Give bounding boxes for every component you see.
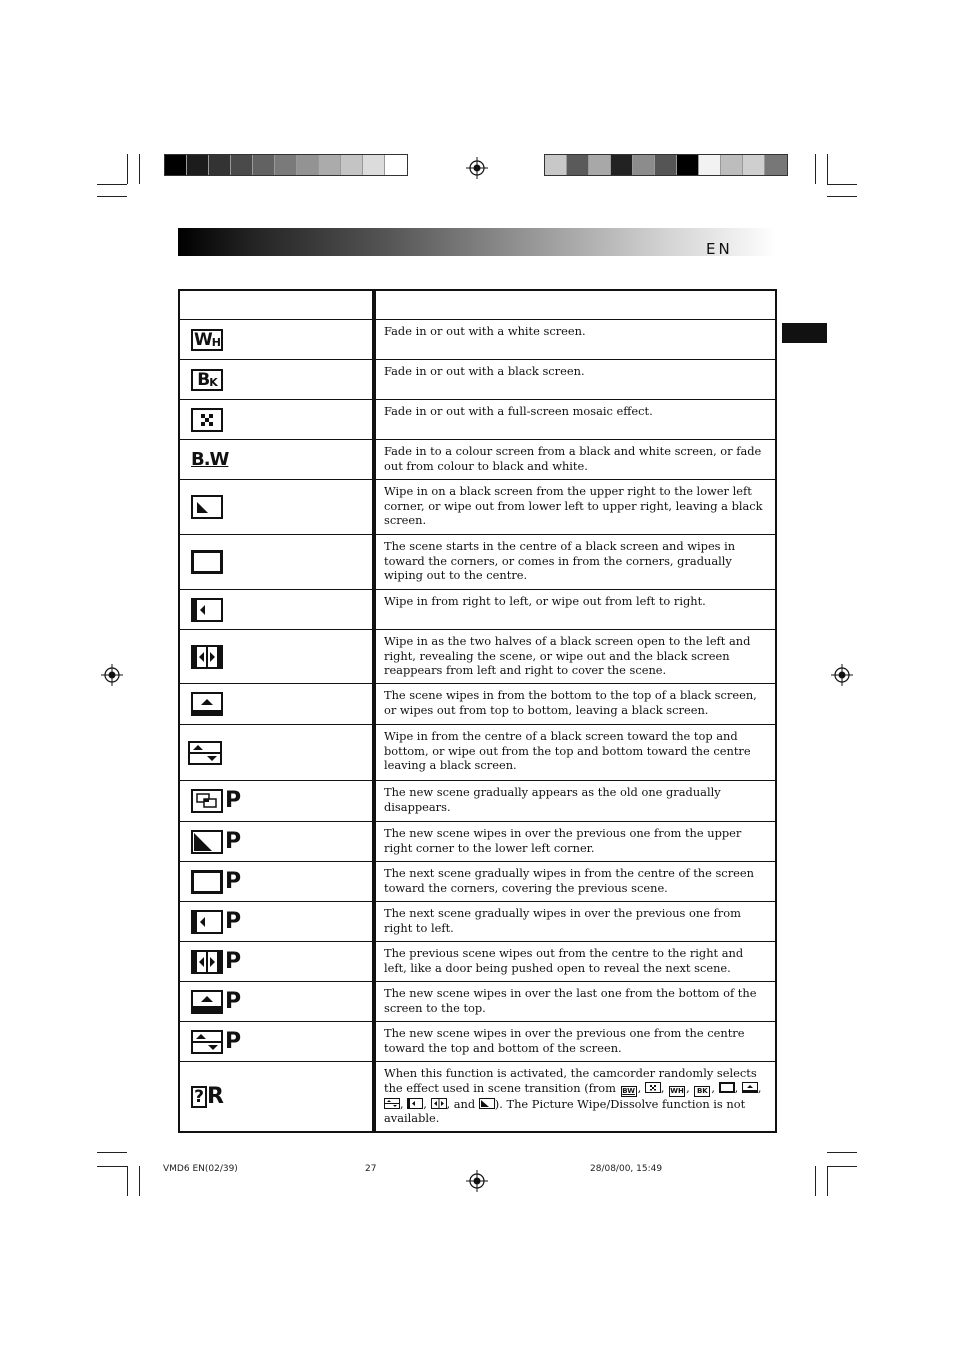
dissolve-icon <box>191 789 223 813</box>
effect-description: The scene starts in the centre of a black screen and wipes in toward the corners, or comes in from the corners, gradually wiping out to the centre. <box>384 539 736 582</box>
slide-wipe-icon <box>191 598 223 622</box>
crop-mark <box>139 154 140 184</box>
table-row <box>180 821 775 861</box>
effect-description: Wipe in as the two halves of a black screen open to the left and right, revealing the scene, or wipe out and the black screen reappears from left and right to cover the scene. <box>384 634 751 677</box>
effect-description: Wipe in on a black screen from the upper right to the lower left corner, or wipe out from lower left to upper right, leaving a black screen. <box>384 484 763 527</box>
table-row <box>180 941 775 981</box>
footer-timestamp: 28/08/00, 15:49 <box>590 1164 663 1174</box>
color-swatch <box>275 155 297 175</box>
crop-mark <box>827 184 857 185</box>
crop-mark <box>815 154 816 184</box>
table-row <box>180 629 775 683</box>
window-wipe-mini-icon <box>719 1082 735 1093</box>
shutter-wipe-icon <box>188 741 222 765</box>
color-swatch <box>165 155 187 175</box>
effect-description: When this function is activated, the camcorder randomly selects the effect used in scene transition (from BW , , WH , BK , , , , , , and ). The Picture Wipe/Dissolve function is not available. <box>384 1066 762 1125</box>
table-row <box>180 901 775 941</box>
language-label: EN <box>706 240 733 258</box>
color-swatch <box>209 155 231 175</box>
table-row <box>180 359 775 399</box>
black-fade-icon: B K <box>191 369 223 391</box>
crop-mark <box>827 196 857 197</box>
scroll-wipe-icon <box>191 692 223 716</box>
color-swatch <box>765 155 787 175</box>
table-row <box>180 861 775 901</box>
registration-mark-icon <box>831 664 853 686</box>
effect-description: The new scene wipes in over the previous one from the upper right corner to the lower left corner. <box>384 826 742 855</box>
effect-description: The next scene gradually wipes in over the previous one from right to left. <box>384 906 741 935</box>
color-swatch <box>297 155 319 175</box>
table-row <box>180 1021 775 1061</box>
table-row <box>180 981 775 1021</box>
shutter-wipe-mini-icon <box>384 1098 400 1109</box>
side-tab-marker <box>782 323 827 343</box>
effect-description: The new scene wipes in over the previous one from the centre toward the top and bottom of the screen. <box>384 1026 745 1055</box>
picture-letter: P <box>225 828 242 854</box>
corner-picture-wipe-icon <box>191 830 223 854</box>
picture-letter: P <box>225 1028 242 1054</box>
effect-description: The scene wipes in from the bottom to the top of a black screen, or wipes out from top to bottom, leaving a black screen. <box>384 688 757 717</box>
table-row <box>180 780 775 821</box>
color-swatch <box>567 155 589 175</box>
picture-letter: P <box>225 788 242 813</box>
color-swatch <box>743 155 765 175</box>
fade-wipe-effects-table <box>178 289 777 1133</box>
color-swatch <box>677 155 699 175</box>
table-row <box>180 439 775 479</box>
effect-description: Wipe in from right to left, or wipe out from left to right. <box>384 594 706 608</box>
question-mark-box: ? <box>191 1086 207 1108</box>
color-calibration-strip-right <box>544 154 788 176</box>
mosaic-fade-icon <box>191 408 223 432</box>
corner-wipe-icon <box>191 495 223 519</box>
corner-wipe-mini-icon <box>479 1098 495 1109</box>
table-row <box>180 724 775 780</box>
table-row <box>180 683 775 724</box>
footer-page-number: 27 <box>365 1164 377 1174</box>
color-swatch <box>363 155 385 175</box>
picture-letter: P <box>225 988 242 1014</box>
effect-description: Fade in or out with a full-screen mosaic effect. <box>384 404 653 418</box>
color-calibration-strip-left <box>164 154 408 176</box>
color-swatch <box>253 155 275 175</box>
effect-description: Wipe in from the centre of a black screen toward the top and bottom, or wipe out from the top and bottom toward the centre leaving a black screen. <box>384 729 751 772</box>
picture-letter: P <box>225 908 242 934</box>
color-swatch <box>385 155 407 175</box>
crop-mark <box>97 1152 127 1153</box>
color-swatch <box>319 155 341 175</box>
effect-description: Fade in or out with a white screen. <box>384 324 586 338</box>
color-swatch <box>699 155 721 175</box>
color-swatch <box>545 155 567 175</box>
table-row <box>180 399 775 439</box>
effect-description: Fade in or out with a black screen. <box>384 364 585 378</box>
registration-mark-icon <box>466 1170 488 1192</box>
registration-mark-icon <box>101 664 123 686</box>
window-picture-wipe-icon <box>191 870 223 894</box>
registration-mark-icon <box>466 157 488 179</box>
color-swatch <box>611 155 633 175</box>
color-swatch <box>721 155 743 175</box>
header-cell-left <box>180 291 376 319</box>
crop-mark <box>815 1166 816 1196</box>
color-swatch <box>231 155 253 175</box>
color-swatch <box>341 155 363 175</box>
crop-mark <box>827 154 828 184</box>
white-fade-mini-icon: WH <box>670 1086 684 1095</box>
header-cell-right <box>376 291 775 319</box>
black-fade-mini-icon: BK <box>694 1086 710 1097</box>
effect-description: The new scene wipes in over the last one from the bottom of the screen to the top. <box>384 986 757 1015</box>
color-swatch <box>633 155 655 175</box>
bw-fade-icon: B.W <box>191 449 229 470</box>
crop-mark <box>139 1166 140 1196</box>
header-gradient-bar <box>178 228 776 256</box>
crop-mark <box>97 184 127 185</box>
crop-mark <box>127 154 128 184</box>
crop-mark <box>827 1166 857 1167</box>
color-swatch <box>589 155 611 175</box>
door-wipe-mini-icon <box>431 1098 447 1109</box>
slide-picture-wipe-icon <box>191 910 223 934</box>
color-swatch <box>655 155 677 175</box>
slide-wipe-mini-icon <box>407 1098 423 1109</box>
crop-mark <box>97 196 127 197</box>
crop-mark <box>127 1166 128 1196</box>
shutter-picture-wipe-icon <box>191 1030 223 1054</box>
effect-description: The next scene gradually wipes in from the centre of the screen toward the corners, covering the previous scene. <box>384 866 754 895</box>
picture-letter: P <box>225 868 242 894</box>
picture-letter: P <box>225 948 242 974</box>
scroll-wipe-mini-icon <box>742 1082 758 1093</box>
table-row <box>180 319 775 359</box>
effect-description: The new scene gradually appears as the old one gradually disappears. <box>384 785 721 814</box>
white-fade-icon: W H <box>191 329 223 351</box>
effect-description: Fade in to a colour screen from a black and white screen, or fade out from colour to black and white. <box>384 444 762 473</box>
table-row <box>180 1061 775 1131</box>
door-wipe-icon <box>191 645 223 669</box>
table-header-row <box>180 291 775 319</box>
door-picture-wipe-icon <box>191 950 223 974</box>
bw-fade-mini-icon: BW <box>622 1086 635 1095</box>
table-row <box>180 534 775 589</box>
window-wipe-icon <box>191 550 223 574</box>
effect-description: The previous scene wipes out from the centre to the right and left, like a door being pushed open to reveal the next scene. <box>384 946 744 975</box>
mosaic-fade-mini-icon <box>645 1082 661 1093</box>
table-row <box>180 589 775 629</box>
crop-mark <box>827 1166 828 1196</box>
color-swatch <box>187 155 209 175</box>
footer-file-id: VMD6 EN(02/39) <box>163 1164 238 1174</box>
crop-mark <box>97 1166 127 1167</box>
crop-mark <box>827 1152 857 1153</box>
table-row <box>180 479 775 534</box>
random-icon <box>191 1083 224 1109</box>
random-letter: R <box>207 1083 224 1109</box>
scroll-picture-wipe-icon <box>191 990 223 1014</box>
